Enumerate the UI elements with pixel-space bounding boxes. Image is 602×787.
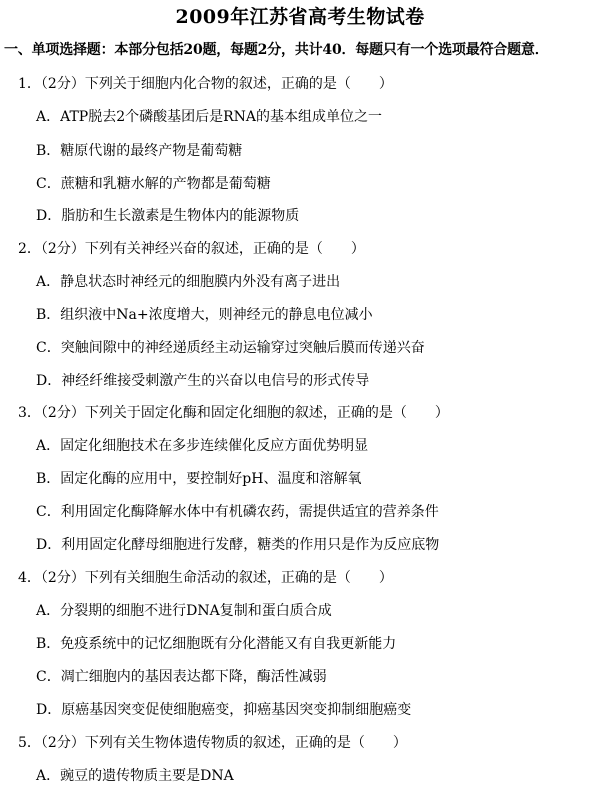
question-3-option-b: B．固定化酶的应用中，要控制好pH、温度和溶解氧 — [36, 471, 362, 487]
question-1-option-c: C．蔗糖和乳糖水解的产物都是葡萄糖 — [36, 176, 271, 192]
question-5-stem: 5．（2分）下列有关生物体遗传物质的叙述，正确的是（ ） — [18, 735, 407, 751]
exam-title: 2009年江苏省高考生物试卷 — [175, 6, 425, 28]
question-1-option-b: B．糖原代谢的最终产物是葡萄糖 — [36, 143, 243, 159]
question-4-option-c: C．凋亡细胞内的基因表达都下降，酶活性减弱 — [36, 669, 327, 685]
question-4-option-d: D．原癌基因突变促使细胞癌变，抑癌基因突变抑制细胞癌变 — [36, 702, 412, 718]
question-1-option-a: A．ATP脱去2个磷酸基团后是RNA的基本组成单位之一 — [36, 109, 383, 125]
question-1-stem: 1．（2分）下列关于细胞内化合物的叙述，正确的是（ ） — [18, 76, 393, 92]
question-3-stem: 3．（2分）下列关于固定化酶和固定化细胞的叙述，正确的是（ ） — [18, 405, 449, 421]
question-4-stem: 4．（2分）下列有关细胞生命活动的叙述，正确的是（ ） — [18, 570, 393, 586]
question-2-option-b: B．组织液中Na+浓度增大，则神经元的静息电位减小 — [36, 307, 373, 323]
question-4-option-b: B．免疫系统中的记忆细胞既有分化潜能又有自我更新能力 — [36, 636, 397, 652]
question-3-option-c: C．利用固定化酶降解水体中有机磷农药，需提供适宜的营养条件 — [36, 504, 439, 520]
section-heading: 一、单项选择题：本部分包括20题，每题2分，共计40．每题只有一个选项最符合题意． — [4, 42, 549, 58]
question-5-option-a: A．豌豆的遗传物质主要是DNA — [36, 768, 234, 784]
question-4-option-a: A．分裂期的细胞不进行DNA复制和蛋白质合成 — [36, 603, 332, 619]
question-2-option-d: D．神经纤维接受刺激产生的兴奋以电信号的形式传导 — [36, 373, 370, 389]
question-1-option-d: D．脂肪和生长激素是生物体内的能源物质 — [36, 208, 300, 224]
question-2-option-c: C．突触间隙中的神经递质经主动运输穿过突触后膜而传递兴奋 — [36, 340, 425, 356]
question-3-option-a: A．固定化细胞技术在多步连续催化反应方面优势明显 — [36, 438, 369, 454]
question-3-option-d: D．利用固定化酵母细胞进行发酵，糖类的作用只是作为反应底物 — [36, 537, 440, 553]
question-2-stem: 2．（2分）下列有关神经兴奋的叙述，正确的是（ ） — [18, 241, 365, 257]
question-2-option-a: A．静息状态时神经元的细胞膜内外没有离子进出 — [36, 274, 341, 290]
